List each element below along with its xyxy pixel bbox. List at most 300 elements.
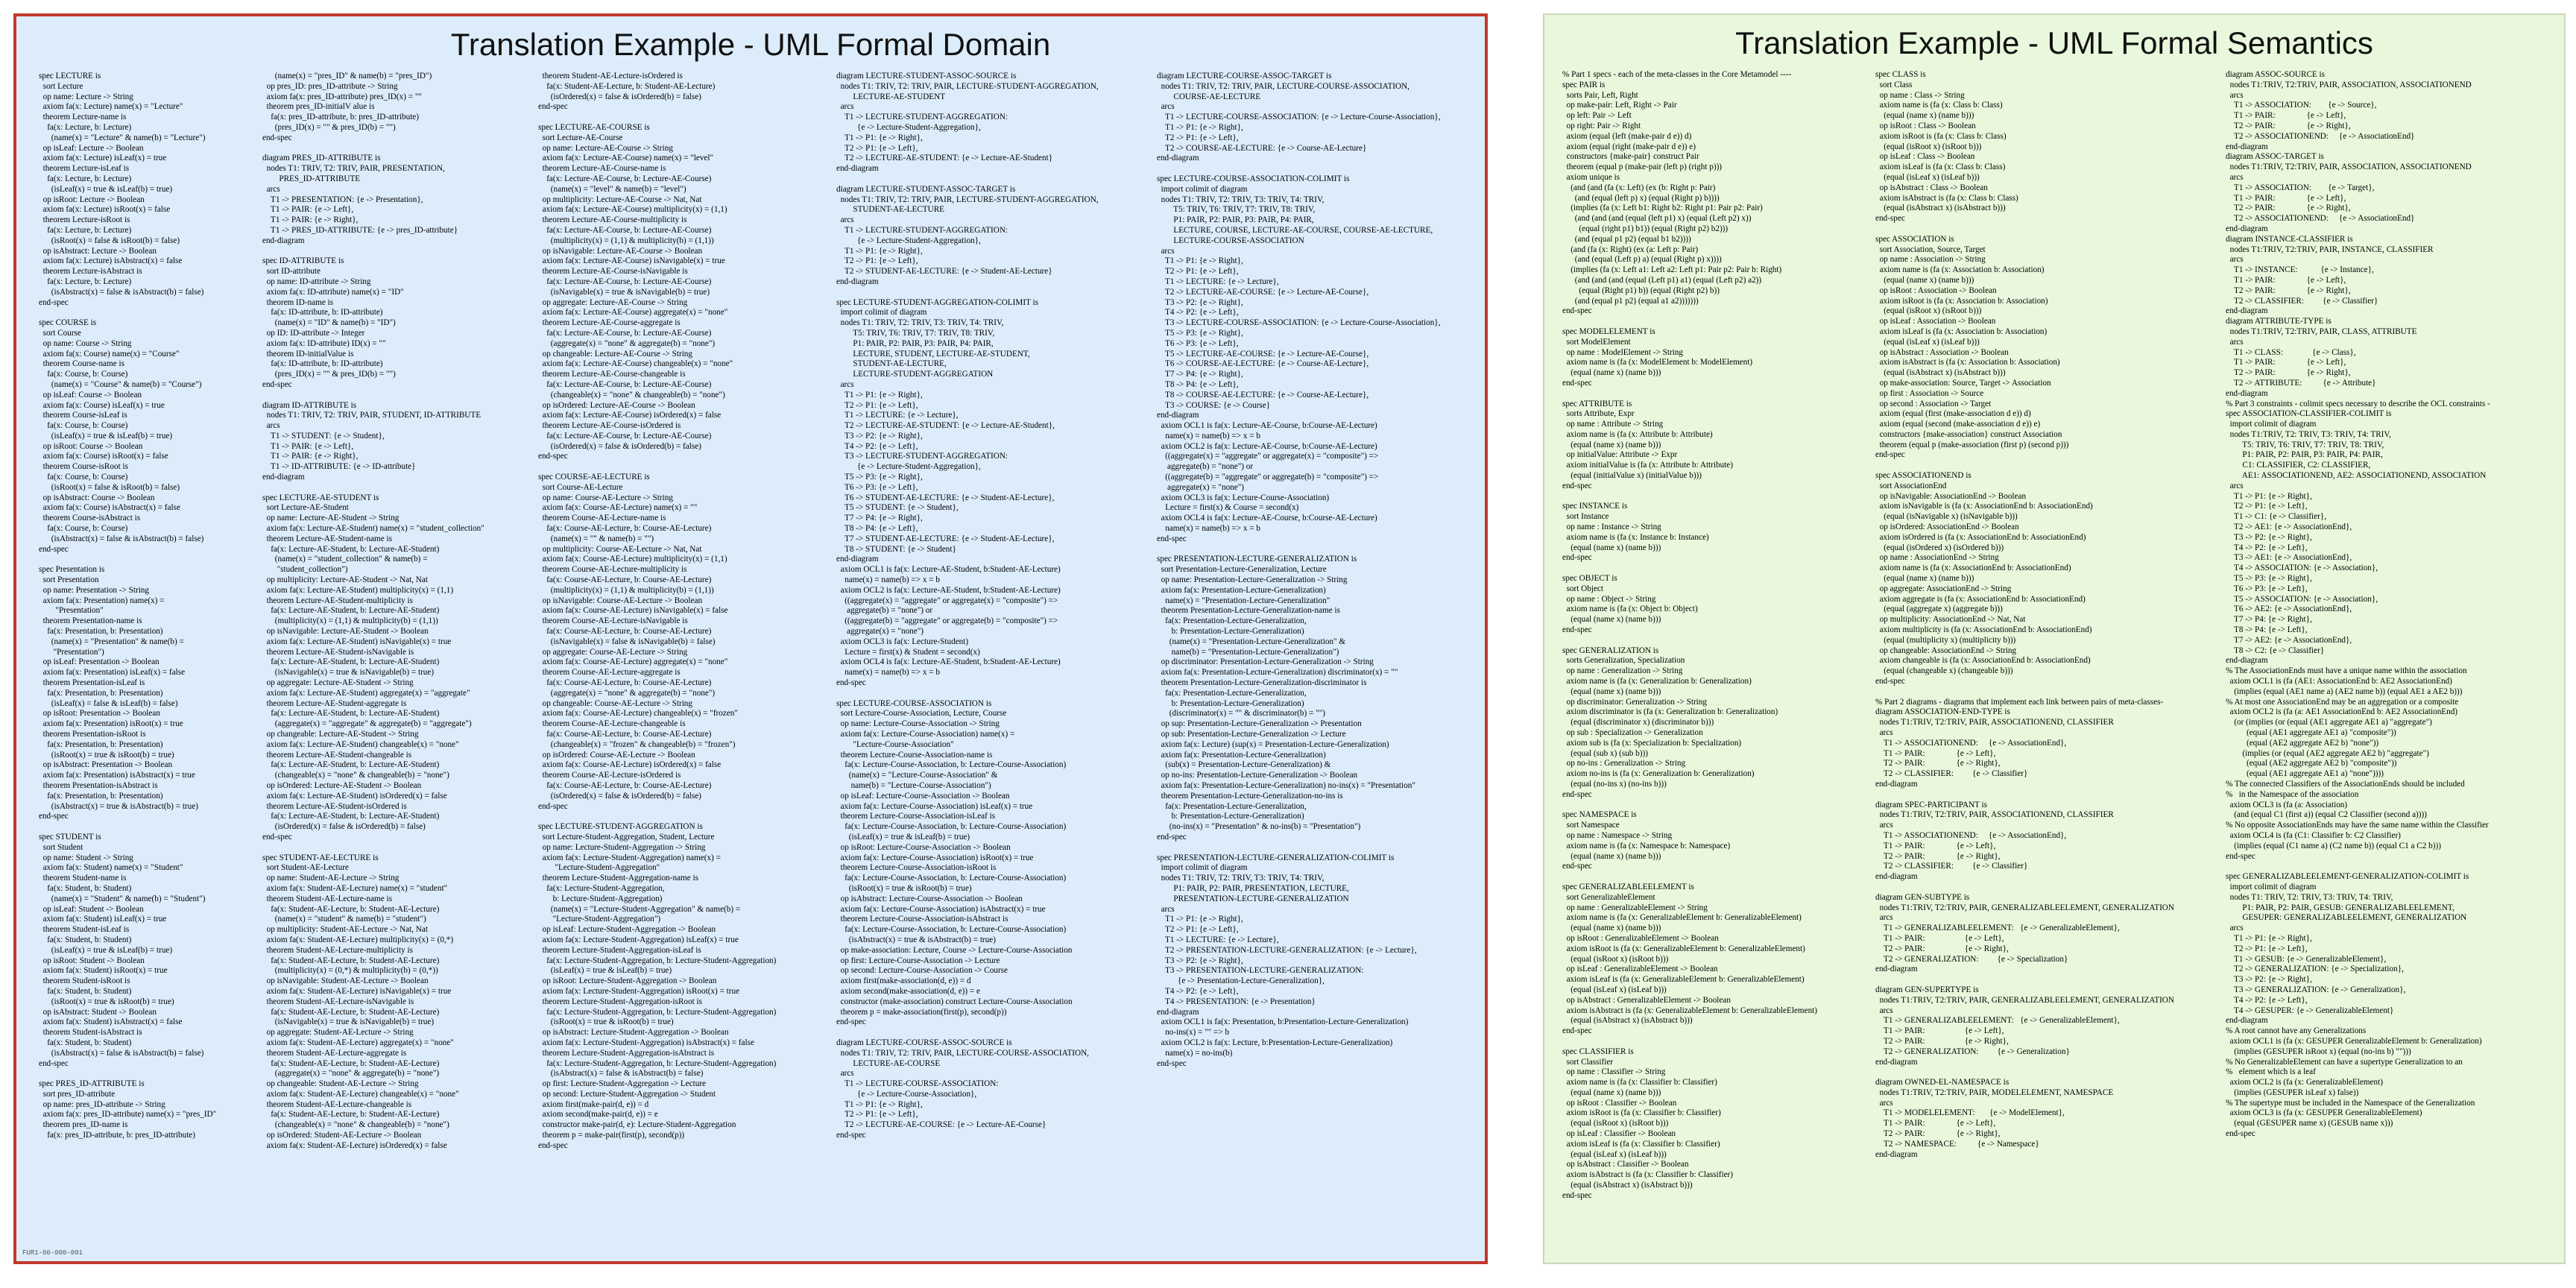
code-line: op isRoot : GeneralizableElement -> Boolean <box>1562 933 1719 943</box>
code-line: fa(x: Student-AE-Lecture, b: Student-AE-Lecture) <box>262 1110 440 1120</box>
code-line: axiom fa(x: Lecture-AE-Student) aggregate(x) = "aggregate" <box>262 688 470 698</box>
code-line: end-diagram <box>1157 1007 1199 1017</box>
code-line: T2 -> GENERALIZATION: {e -> Specialization} <box>1875 954 2068 964</box>
code-line: op name : Attribute -> String <box>1562 420 1664 429</box>
code-line: arcs <box>262 184 280 194</box>
code-line: T8 -> COURSE-AE-LECTURE: {e -> Course-AE-Lecture}, <box>1157 390 1369 400</box>
code-line: T1 -> ID-ATTRIBUTE: {e -> ID-attribute} <box>262 462 416 472</box>
code-line: op aggregate: AssociationEnd -> String <box>1875 584 2012 593</box>
code-line: T1 -> PAIR: {e -> Left}, <box>1875 841 1996 850</box>
code-line: T2 -> PAIR: {e -> Right}, <box>1875 851 2001 861</box>
code-line: op name: Lecture-Student-Aggregation -> String <box>538 842 706 852</box>
code-line: theorem Lecture-AE-Course-isOrdered is <box>538 421 681 431</box>
left-column-3 <box>538 72 836 1255</box>
code-line: T2 -> AE1: {e -> AssociationEnd}, <box>2226 523 2352 532</box>
code-line: (equal (isAbstract x) (isAbstract b))) <box>1875 368 2006 378</box>
code-line: LECTURE-AE-STUDENT <box>836 92 946 101</box>
code-line: theorem Lecture-AE-Student-changeable is <box>262 750 412 760</box>
code-line: (aggregate(x) = "none" & aggregate(b) = "none") <box>538 688 716 698</box>
code-line: T2 -> LECTURE-AE-COURSE: {e -> Lecture-AE-Course} <box>836 1120 1046 1130</box>
code-line: theorem Lecture-AE-Student-isNavigable is <box>262 647 414 657</box>
code-line: spec LECTURE is <box>39 72 101 80</box>
code-line: theorem Presentation-isRoot is <box>39 730 146 739</box>
code-line: fa(x: Course-AE-Lecture, b: Course-AE-Lecture) <box>538 780 712 790</box>
code-line: (equal (name x) (name b))) <box>1562 543 1661 552</box>
code-line: (changeable(x) = "none" & changeable(b) = "none") <box>262 771 449 780</box>
code-line: axiom fa(x: Presentation-Lecture-Generalization) discriminator(x) = "" <box>1157 668 1398 678</box>
code-line: diagram ID-ATTRIBUTE is <box>262 400 357 410</box>
code-line: op isRoot: Lecture -> Boolean <box>39 195 145 204</box>
code-line: T8 -> C2: {e -> Classifier} <box>2226 645 2325 655</box>
code-line: fa(x: Course-AE-Lecture, b: Course-AE-Lecture) <box>538 678 712 688</box>
code-line: theorem Presentation-isAbstract is <box>39 780 158 790</box>
code-line: T1 -> GESUB: {e -> GeneralizableElement}, <box>2226 954 2387 964</box>
code-line: axiom OCL1 is fa(x: Lecture-AE-Course, b:Course-AE-Lecture) <box>1157 421 1377 431</box>
code-line: axiom multiplicity is (fa (x: AssociationEnd b: AssociationEnd) <box>1875 625 2092 635</box>
code-line: "Presentation") <box>39 647 104 657</box>
code-line: name(b) = "Lecture-Course-Association") <box>836 780 991 790</box>
code-line: P1: PAIR, P2: PAIR, P3: PAIR, P4: PAIR, <box>2226 450 2383 460</box>
code-line: sort Lecture-AE-Student <box>262 503 349 513</box>
code-line: end-spec <box>39 812 69 821</box>
code-line: spec ASSOCIATION-CLASSIFIER-COLIMIT is <box>2226 409 2392 419</box>
code-line: axiom (equal (first (make-association d e)) d) <box>1875 409 2031 419</box>
code-line: axiom name is (fa (x: ModelElement b: ModelElement) <box>1562 358 1753 367</box>
code-line: axiom fa(x: Course-AE-Lecture) isOrdered(x) = false <box>538 760 722 770</box>
code-line: spec PRESENTATION-LECTURE-GENERALIZATION-COLIMIT is <box>1157 853 1395 862</box>
code-line: (equal (AE1 aggregate AE1 a) "composite")) <box>2226 728 2396 737</box>
code-line: spec PRESENTATION-LECTURE-GENERALIZATION is <box>1157 555 1357 564</box>
left-column-5 <box>1157 72 1485 1255</box>
code-line: axiom fa(x: Lecture-AE-Student) isOrdered(x) = false <box>262 791 447 801</box>
code-line: end-spec <box>39 1058 69 1068</box>
code-line: diagram LECTURE-COURSE-ASSOC-TARGET is <box>1157 72 1332 80</box>
code-line: axiom name is (fa (x: Object b: Object) <box>1562 604 1698 614</box>
code-line: op multiplicity: Course-AE-Lecture -> Nat, Nat <box>538 544 702 554</box>
code-line: end-diagram <box>836 555 879 564</box>
code-line: T3 -> P2: {e -> Right}, <box>2226 532 2312 542</box>
code-line: op no-ins: Presentation-Lecture-Generalization -> Boolean <box>1157 771 1358 780</box>
code-line: axiom name is (fa (x: Association b: Association) <box>1875 265 2045 275</box>
code-line: axiom fa(x: Presentation) name(x) = <box>39 596 165 605</box>
code-line: axiom fa(x: Lecture-AE-Course) isNavigable(x) = true <box>538 256 725 266</box>
code-line: fa(x: Lecture-AE-Student, b: Lecture-AE-Student) <box>262 606 440 616</box>
code-line: (equal (sub x) (sub b))) <box>1562 748 1648 758</box>
code-line: axiom isLeaf is (fa (x: Classifier b: Classifier) <box>1562 1139 1720 1149</box>
code-line: spec CLASSIFIER is <box>1562 1046 1634 1056</box>
code-line: (isLeaf(x) = true & isLeaf(b) = true) <box>836 832 970 842</box>
code-line: T5: TRIV, T6: TRIV, T7: TRIV, T8: TRIV, <box>836 328 995 338</box>
code-line: axiom fa(x: Lecture-AE-Student) changeable(x) = "none" <box>262 739 459 749</box>
code-line: T2 -> GENERALIZATION: {e -> Specialization}, <box>2226 965 2404 974</box>
code-line: axiom fa(x: Presentation-Lecture-Generalization) <box>1157 750 1326 760</box>
code-line: op changeable: Course-AE-Lecture -> String <box>538 698 692 708</box>
code-line: axiom OCL1 is (fa (x: GESUPER GeneralizableElement b: Generalization) <box>2226 1036 2482 1046</box>
code-line: op isRoot: Lecture-Student-Aggregation -> Boolean <box>538 976 717 986</box>
code-line: fa(x: Student-AE-Lecture, b: Student-AE-Lecture) <box>262 904 440 914</box>
code-line: axiom fa(x: Student) isLeaf(x) = true <box>39 915 167 924</box>
code-line: (equal (no-ins x) (no-ins b))) <box>1562 779 1667 789</box>
code-line: op name : Generalization -> String <box>1562 666 1683 676</box>
code-line: op isOrdered: Course-AE-Lecture -> Boolean <box>538 750 695 760</box>
code-line: aggregate(b) = "none") or <box>836 606 933 616</box>
code-line: end-diagram <box>2226 1016 2268 1026</box>
code-line: axiom OCL1 is fa(x: Lecture-AE-Student, b:Student-AE-Lecture) <box>836 565 1061 575</box>
code-line: axiom fa(x: Lecture-AE-Course) aggregate(x) = "none" <box>538 308 728 318</box>
code-line: import colimit of diagram <box>836 308 927 318</box>
code-line: axiom isNavigable is (fa (x: AssociationEnd b: AssociationEnd) <box>1875 502 2093 511</box>
code-line: end-spec <box>836 1131 866 1140</box>
code-line: axiom name is (fa (x: Attribute b: Attribute) <box>1562 429 1713 439</box>
right-panel-uml-formal-semantics <box>1543 13 2566 1264</box>
code-line: spec GENERALIZABLEELEMENT-GENERALIZATION-COLIMIT is <box>2226 872 2469 882</box>
code-line: spec LECTURE-STUDENT-AGGREGATION is <box>538 822 703 832</box>
code-line: axiom fa(x: Course) isAbstract(x) = false <box>39 503 180 513</box>
code-line: nodes T1:TRIV, T2: TRIV, T3: TRIV, T4: TRIV, <box>2226 429 2391 439</box>
code-line: fa(x: Lecture-AE-Course, b: Lecture-AE-Course) <box>538 379 712 389</box>
code-line: op sub: Presentation-Lecture-Generalization -> Lecture <box>1157 730 1346 739</box>
code-line: (equal (name x) (name b))) <box>1562 686 1661 696</box>
code-line: fa(x: Student, b: Student) <box>39 986 132 996</box>
code-line <box>836 1028 1157 1038</box>
code-line: axiom fa(x: Lecture-AE-Student) isNavigable(x) = true <box>262 637 452 646</box>
code-line: (pres_ID(x) = "" & pres_ID(b) = "") <box>262 370 396 379</box>
code-line: (equal (multiplicity x) (multiplicity b))) <box>1875 635 2016 645</box>
code-line: T5: TRIV, T6: TRIV, T7: TRIV, T8: TRIV, <box>2226 440 2384 449</box>
code-line: T1 -> P1: {e -> Right}, <box>836 133 923 142</box>
code-line: (changeable(x) = "frozen" & changeable(b) = "frozen") <box>538 739 736 749</box>
code-line: (equal (right p1) b1)) (equal (Right p2) b2))) <box>1562 224 1729 233</box>
code-line: T2 -> P1: {e -> Left}, <box>1157 267 1239 277</box>
code-line: diagram ASSOC-TARGET is <box>2226 152 2324 162</box>
code-line: T2 -> CLASSIFIER: {e -> Classifier} <box>1875 769 2028 779</box>
code-line: fa(x: Course-AE-Lecture, b: Course-AE-Lecture) <box>538 575 712 585</box>
code-line: axiom fa(x: Lecture-Course-Association) isAbstract(x) = true <box>836 904 1046 914</box>
code-line: end-spec <box>1562 1190 1592 1200</box>
code-line: op isLeaf : GeneralizableElement -> Boolean <box>1562 965 1718 974</box>
code-line: (and (and (fa (x: Left) (ex (b: Right p: Pair) <box>1562 183 1716 192</box>
code-line: op isOrdered: Lecture-AE-Student -> Boolean <box>262 780 422 790</box>
code-line: theorem Lecture-Course-Association-name is <box>836 750 993 760</box>
code-line: sort GeneralizableElement <box>1562 892 1655 902</box>
code-line: end-spec <box>262 133 292 142</box>
code-line: theorem Student-AE-Lecture-aggregate is <box>262 1048 407 1058</box>
code-line: axiom fa(x: Course-AE-Lecture) isNavigable(x) = false <box>538 606 728 616</box>
code-line: (equal (isAbstract x) (isAbstract b))) <box>1562 1016 1693 1026</box>
code-line: axiom fa(x: Presentation) isLeaf(x) = false <box>39 668 186 678</box>
code-line: end-spec <box>538 102 568 112</box>
code-line: (name(x) = "level" & name(b) = "level") <box>538 184 686 194</box>
code-line: end-diagram <box>1157 154 1199 163</box>
code-line: end-diagram <box>1875 872 1918 882</box>
right-column-3 <box>2226 70 2561 1257</box>
code-line <box>1562 492 1875 502</box>
code-line: fa(x: Course-AE-Lecture, b: Course-AE-Lecture) <box>538 627 712 637</box>
code-line: T5: TRIV, T6: TRIV, T7: TRIV, T8: TRIV, <box>1157 205 1316 215</box>
code-line: "Lecture-Course-Association" <box>836 739 954 749</box>
code-line: theorem Student-AE-Lecture-name is <box>262 894 392 903</box>
code-line: T2 -> P1: {e -> Left}, <box>836 143 918 153</box>
code-line: spec PAIR is <box>1562 80 1606 89</box>
code-line: end-spec <box>1562 378 1592 388</box>
code-line: arcs <box>1875 1098 1893 1108</box>
code-line: (implies (fa (x: Left b1: Right b2: Right p1: Pair p2: Pair) <box>1562 203 1763 213</box>
code-line: (name(x) = "pres_ID" & name(b) = "pres_ID") <box>262 72 432 80</box>
code-line: end-spec <box>1562 862 1592 871</box>
code-line <box>1157 164 1485 174</box>
code-line: axiom fa(x: Student) isRoot(x) = true <box>39 966 168 976</box>
right-column-1 <box>1562 70 1875 1257</box>
code-line: op isAbstract: Presentation -> Boolean <box>39 760 173 770</box>
code-line: op name: Course-AE-Lecture -> String <box>538 493 673 502</box>
code-line: (or (implies (or (equal (AE1 aggregate AE1 a) "aggregate") <box>2226 718 2432 727</box>
code-line: sort Course-AE-Lecture <box>538 482 623 492</box>
code-line: (isAbstract(x) = false & isAbstract(b) = false) <box>39 287 204 297</box>
code-line: fa(x: Presentation-Lecture-Generalization, <box>1157 688 1307 698</box>
code-line <box>836 174 1157 185</box>
code-line <box>1157 545 1485 555</box>
code-line: T6 -> P3: {e -> Left}, <box>836 482 918 492</box>
footer-id-text: FUR1-00-000-001 <box>22 1249 83 1257</box>
code-line: end-diagram <box>2226 306 2268 316</box>
code-line: (equal (isOrdered x) (isOrdered b))) <box>1875 543 2004 552</box>
code-line: axiom fa(x: Lecture-AE-Course) multiplicity(x) = (1,1) <box>538 205 727 215</box>
code-line: op name: Lecture-Course-Association -> String <box>836 719 1000 729</box>
code-line: axiom unique is <box>1562 172 1620 182</box>
code-line: axiom isRoot is (fa (x: Classifier b: Classifier) <box>1562 1108 1721 1118</box>
code-line: op isRoot: Course -> Boolean <box>39 441 143 451</box>
left-panel-title: Translation Example - UML Formal Domain <box>450 27 1051 62</box>
code-line: axiom OCL3 is (fa (a: Association) <box>2226 800 2348 809</box>
code-line: P1: PAIR, P2: PAIR, P3: PAIR, P4: PAIR, <box>836 338 994 348</box>
code-line: axiom fa(x: pres_ID-attribute) pres_ID(x) = "" <box>262 92 422 101</box>
code-line: end-spec <box>39 544 69 554</box>
code-line: op isAbstract : Class -> Boolean <box>1875 183 1988 192</box>
code-line: op aggregate: Course-AE-Lecture -> String <box>538 647 688 657</box>
code-line: end-diagram <box>2226 142 2268 151</box>
code-line: T5 -> P3: {e -> Right}, <box>2226 574 2312 584</box>
code-line: (isAbstract(x) = false & isAbstract(b) = false) <box>39 1048 204 1058</box>
code-line: theorem Course-isLeaf is <box>39 411 127 420</box>
code-line: {e -> Lecture-Student-Aggregation}, <box>836 236 981 245</box>
code-line: Lecture = first(x) & Student = second(x) <box>836 647 980 657</box>
code-line: spec OBJECT is <box>1562 574 1617 584</box>
code-line: axiom OCL1 is fa(x: Presentation, b:Presentation-Lecture-Generalization) <box>1157 1017 1409 1027</box>
code-line: axiom fa(x: Lecture-AE-Student) name(x) = "student_collection" <box>262 524 484 534</box>
code-line: fa(x: Lecture-AE-Student, b: Lecture-AE-Student) <box>262 544 440 554</box>
code-line: T4 -> P2: {e -> Left}, <box>836 441 918 451</box>
code-line: theorem Lecture-Student-Aggregation-isLeaf is <box>538 945 701 955</box>
code-line: fa(x: Lecture-AE-Course, b: Lecture-AE-Course) <box>538 431 712 441</box>
code-line: op isLeaf: Lecture -> Boolean <box>39 143 144 153</box>
code-line: op isRoot : Classifier -> Boolean <box>1562 1098 1677 1108</box>
code-line: op isLeaf: Presentation -> Boolean <box>39 657 160 667</box>
code-line: end-diagram <box>2226 656 2268 666</box>
code-line <box>262 144 538 154</box>
code-line: (equal (isLeaf x) (isLeaf b))) <box>1562 1149 1667 1159</box>
code-line: T6 -> P3: {e -> Left}, <box>2226 584 2308 593</box>
code-line: T4 -> P2: {e -> Left}, <box>2226 543 2308 552</box>
code-line: (sub(x) = Presentation-Lecture-Generalization) & <box>1157 760 1331 770</box>
code-line: T4 -> P2: {e -> Left}, <box>2226 995 2308 1005</box>
code-line: end-spec <box>538 801 568 811</box>
code-line: b: Lecture-Student-Aggregation) <box>538 894 663 903</box>
code-line: end-spec <box>1562 625 1592 635</box>
code-line: (name(x) = "Lecture-Course-Association" & <box>836 771 998 780</box>
code-line: theorem Lecture-AE-Student-aggregate is <box>262 698 407 708</box>
code-line: fa(x: Lecture-Student-Aggregation, b: Lecture-Student-Aggregation) <box>538 1058 777 1068</box>
code-line: op name: Presentation-Lecture-Generalization -> String <box>1157 575 1348 585</box>
code-line: import colimit of diagram <box>2226 420 2317 429</box>
code-line: (name(x) = "student" & name(b) = "student") <box>262 915 426 924</box>
code-line: T1 -> LECTURE: {e -> Lecture}, <box>836 411 959 420</box>
code-line: op discriminator: Presentation-Lecture-Generalization -> String <box>1157 657 1374 667</box>
code-line: ((aggregate(b) = "aggregate" or aggregate(b) = "composite") => <box>1157 473 1379 482</box>
code-line: axiom fa(x: Course-AE-Lecture) name(x) = "" <box>538 503 698 513</box>
code-line: axiom isLeaf is (fa (x: Association b: Association) <box>1875 326 2048 336</box>
code-line: sorts Pair, Left, Right <box>1562 90 1638 100</box>
code-line: % The connected Classifiers of the AssociationEnds should be included <box>2226 779 2465 789</box>
code-line: op isLeaf: Lecture-Student-Aggregation -> Boolean <box>538 925 716 935</box>
code-line: T2 -> P1: {e -> Left}, <box>1157 133 1239 142</box>
code-line: diagram INSTANCE-CLASSIFIER is <box>2226 234 2353 244</box>
code-line: fa(x: pres_ID-attribute, b: pres_ID-attribute) <box>39 1131 196 1140</box>
code-line: T1 -> PAIR: {e -> Left}, <box>1875 748 1996 758</box>
code-line <box>538 812 836 822</box>
code-line: theorem Course-name is <box>39 359 124 369</box>
code-line: theorem Lecture-Course-Association-isAbstract is <box>836 915 1008 924</box>
code-line: % At most one AssociationEnd may be an aggregation or a composite <box>2226 697 2459 707</box>
code-line <box>1562 564 1875 574</box>
code-line: axiom fa(x: Lecture) isLeaf(x) = true <box>39 154 167 163</box>
code-line: spec ASSOCIATIONEND is <box>1875 471 1972 481</box>
code-line: op aggregate: Lecture-AE-Course -> String <box>538 297 688 307</box>
code-line: op isNavigable: Lecture-AE-Course -> Boolean <box>538 246 703 256</box>
code-line: end-spec <box>538 452 568 461</box>
code-line: LECTURE-STUDENT-AGGREGATION <box>836 370 994 379</box>
code-line: axiom fa(x: Lecture-Student-Aggregation) isRoot(x) = true <box>538 986 740 996</box>
code-line: axiom OCL2 is fa(x: Lecture-AE-Student, b:Student-AE-Lecture) <box>836 585 1061 595</box>
code-line: axiom second(make-association(d, e)) = e <box>836 986 981 996</box>
code-line: (equal (changeable x) (changeable b))) <box>1875 666 2013 676</box>
code-line: op name: Student-AE-Lecture -> String <box>262 874 400 883</box>
code-line: T2 -> P1: {e -> Left}, <box>2226 944 2308 953</box>
code-line <box>1562 317 1875 327</box>
code-line: name(x) = name(b) => x = b <box>1157 524 1260 534</box>
code-line: op isLeaf: Course -> Boolean <box>39 390 142 400</box>
code-line: fa(x: Course-AE-Lecture, b: Course-AE-Lecture) <box>538 730 712 739</box>
code-line: T1 -> C1: {e -> Classifier}, <box>2226 512 2327 522</box>
code-line <box>39 308 262 318</box>
code-line: fa(x: Lecture-Course-Association, b: Lecture-Course-Association) <box>836 874 1067 883</box>
code-line: op isOrdered: Lecture-AE-Course -> Boolean <box>538 400 695 410</box>
code-line: "student_collection") <box>262 565 348 575</box>
code-line: axiom fa(x: Lecture-Course-Association) isLeaf(x) = true <box>836 801 1033 811</box>
code-line: T8 -> STUDENT: {e -> Student} <box>836 544 956 554</box>
code-line: end-diagram <box>1875 1057 1918 1067</box>
code-line: nodes T1:TRIV, T2:TRIV, PAIR, ASSOCIATION, ASSOCIATIONEND <box>2226 80 2472 89</box>
code-line: op name : AssociationEnd -> String <box>1875 553 1999 563</box>
code-line: T1 -> ASSOCIATION: {e -> Target}, <box>2226 183 2375 192</box>
code-line: (and (equal (left p) x) (equal (Right p) b)))) <box>1562 193 1720 203</box>
code-line: no-ins(x) = "" => b <box>1157 1028 1230 1038</box>
code-line: theorem Student-isLeaf is <box>39 925 130 935</box>
code-line: arcs <box>262 421 280 431</box>
code-line: axiom fa(x: ID-attribute) name(x) = "ID" <box>262 287 404 297</box>
code-line: (name(x) = "student_collection" & name(b) = <box>262 555 428 564</box>
code-line: T5 -> LECTURE-AE-COURSE: {e -> Lecture-AE-Course}, <box>1157 349 1369 359</box>
code-line: spec PRES_ID-ATTRIBUTE is <box>39 1079 145 1089</box>
code-line: (equal (AE2 aggregate AE2 b) "composite")) <box>2226 759 2397 768</box>
code-line: fa(x: Student, b: Student) <box>39 1038 132 1047</box>
code-line: op first : Association -> Source <box>1875 388 1984 398</box>
code-line: T8 -> P4: {e -> Left}, <box>836 524 918 534</box>
code-line: theorem Lecture-isLeaf is <box>39 164 130 174</box>
code-line: diagram GEN-SUPERTYPE is <box>1875 985 1979 994</box>
code-line: op name: Lecture-AE-Student -> String <box>262 514 400 523</box>
code-line: fa(x: Student-AE-Lecture, b: Student-AE-Lecture) <box>538 81 716 91</box>
code-line: T1 -> PAIR: {e -> Left}, <box>1875 1026 2004 1036</box>
code-line: end-spec <box>262 832 292 842</box>
code-line: op isNavigable: Lecture-AE-Student -> Boolean <box>262 627 429 637</box>
left-column-1 <box>39 72 262 1255</box>
code-line: axiom OCL2 is fa(x: Lecture, b:Presentation-Lecture-Generalization) <box>1157 1038 1393 1047</box>
code-line: (equal (isLeaf x) (isLeaf b))) <box>1562 985 1667 994</box>
code-line: fa(x: Course, b: Course) <box>39 524 128 534</box>
code-line: end-diagram <box>2226 224 2268 233</box>
code-line: op isNavigable: Course-AE-Lecture -> Boolean <box>538 596 703 605</box>
code-line: op isRoot: Student -> Boolean <box>39 956 145 965</box>
code-line: T1 -> P1: {e -> Right}, <box>1157 122 1243 132</box>
code-line <box>1562 1037 1875 1047</box>
code-line: op make-association: Source, Target -> Association <box>1875 378 2051 388</box>
code-line: spec CLASS is <box>1875 70 1926 79</box>
code-line: T5 -> P3: {e -> Right}, <box>1157 328 1243 338</box>
code-line: (pres_ID(x) = "" & pres_ID(b) = "") <box>262 122 396 132</box>
code-line: fa(x: Lecture-Course-Association, b: Lecture-Course-Association) <box>836 925 1067 935</box>
code-line: (equal (name x) (name b))) <box>1875 111 1974 121</box>
code-line: T2 -> LECTURE-AE-COURSE: {e -> Lecture-AE-Course}, <box>1157 287 1369 297</box>
code-line: T1 -> PAIR: {e -> Left}, <box>1875 933 2004 943</box>
code-line: import colimit of diagram <box>1157 863 1248 873</box>
code-line: T1 -> PAIR: {e -> Left}, <box>2226 193 2346 203</box>
code-line: sort pres_ID-attribute <box>39 1089 116 1099</box>
code-line: fa(x: pres_ID-attribute, b: pres_ID-attribute) <box>262 113 420 122</box>
code-line: T1 -> P1: {e -> Right}, <box>836 246 923 256</box>
code-line: axiom name is (fa (x: GeneralizableElement b: GeneralizableElement) <box>1562 913 1802 923</box>
code-line: theorem ID-initialValue is <box>262 349 354 359</box>
code-line: fa(x: Student, b: Student) <box>39 883 132 893</box>
code-line: GESUPER: GENERALIZABLEELEMENT, GENERALIZATION <box>2226 913 2467 923</box>
code-line: theorem Course-AE-Lecture-changeable is <box>538 719 686 729</box>
code-line: T2 -> P1: {e -> Left}, <box>1157 925 1239 935</box>
code-line: axiom fa(x: Course) name(x) = "Course" <box>39 349 180 359</box>
code-line: T3 -> AE1: {e -> AssociationEnd}, <box>2226 553 2352 563</box>
code-line: op aggregate: Lecture-AE-Student -> String <box>262 678 414 688</box>
code-line: (equal (isRoot x) (isRoot b))) <box>1875 142 1982 151</box>
code-line: nodes T1: TRIV, T2: TRIV, T3: TRIV, T4: TRIV, <box>1157 874 1325 883</box>
code-line: T2 -> ASSOCIATIONEND: {e -> AssociationEnd} <box>2226 214 2415 224</box>
code-line: theorem Lecture-Student-Aggregation-isAbstract is <box>538 1048 715 1058</box>
code-line: op multiplicity: Lecture-AE-Course -> Nat, Nat <box>538 195 702 204</box>
code-line: sort Namespace <box>1562 821 1620 830</box>
code-line: end-spec <box>2226 851 2255 861</box>
code-line: nodes T1:TRIV, T2:TRIV, PAIR, ASSOCIATIONEND, CLASSIFIER <box>1875 718 2114 727</box>
code-line: (equal (discriminator x) (discriminator b))) <box>1562 718 1714 727</box>
code-line: arcs <box>2226 924 2244 933</box>
code-line: op name: ID-attribute -> String <box>262 277 371 286</box>
code-line: axiom discriminator is (fa (x: Generalization b: Generalization) <box>1562 707 1778 717</box>
